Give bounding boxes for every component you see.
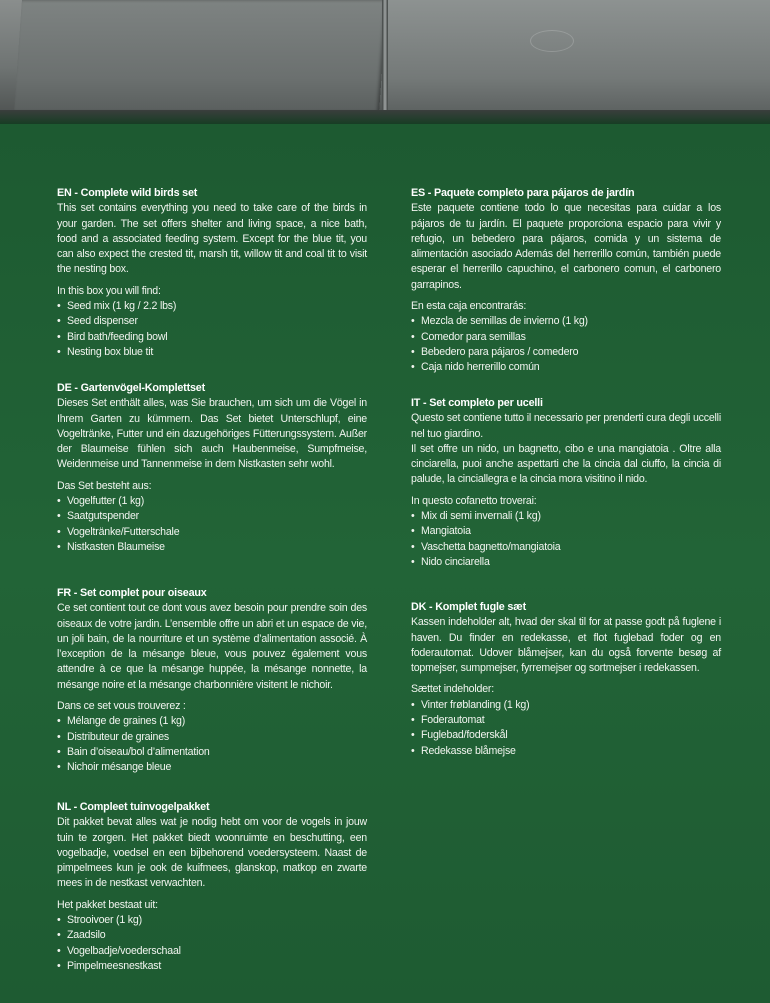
list-item: • Comedor para semillas: [411, 330, 721, 345]
section-es: [411, 186, 721, 376]
list-item: • Nido cinciarella: [411, 555, 721, 570]
section-title: EN - Complete wild birds set: [57, 187, 198, 199]
section-title: ES - Paquete completo para pájaros de jardín: [411, 187, 635, 199]
list-item: • Bain d’oiseau/bol d’alimentation: [57, 745, 367, 760]
section-nl: [57, 800, 367, 974]
list-item: • Foderautomat: [411, 713, 721, 728]
section-body-2: Il set offre un nido, un bagnetto, cibo e una mangiatoia . Oltre alla cinciarella, puoi anche aspettarti che la cincia dal ciuffo, la cincia di palude, la cinciallegra e la cincia mora visitino il nido.: [411, 442, 721, 486]
section-title: IT - Set completo per ucelli: [411, 397, 543, 409]
section-en: [57, 186, 367, 360]
contents-list: [57, 494, 367, 555]
section-body: Este paquete contiene todo lo que necesitas para cuidar a los pájaros de tu jardín. El paquete proporciona espacio para vivir y refugio, un bebedero para pájaros, comida y un sistema de alimentación asociado Además del herrerillo común, también puede esperar el herrerillo capuchino, el carbonero comun, el carbonero garrapinos.: [411, 202, 721, 291]
section-dk: [411, 600, 721, 759]
list-item: • Bird bath/feeding bowl: [57, 330, 367, 345]
section-it: [411, 396, 721, 570]
section-intro: In this box you will find:: [57, 284, 161, 297]
section-body: Questo set contiene tutto il necessario per prenderti cura degli uccelli nel tuo giardino.: [411, 412, 721, 440]
list-item: • Redekasse blåmejse: [411, 744, 721, 759]
list-item: • Vogelbadje/voederschaal: [57, 944, 367, 959]
list-item: • Nichoir mésange bleue: [57, 760, 367, 775]
section-fr: [57, 586, 367, 776]
list-item: • Vogeltränke/Futterschale: [57, 525, 367, 540]
embossed-stamp: [530, 30, 574, 52]
section-title: FR - Set complet pour oiseaux: [57, 587, 207, 599]
list-item: • Mix di semi invernali (1 kg): [411, 509, 721, 524]
section-title: DK - Komplet fugle sæt: [411, 601, 526, 613]
section-de: [57, 381, 367, 555]
section-title: NL - Compleet tuinvogelpakket: [57, 801, 210, 813]
section-intro: En esta caja encontrarás:: [411, 300, 527, 313]
contents-list: [411, 698, 721, 759]
list-item: • Seed mix (1 kg / 2.2 lbs): [57, 299, 367, 314]
list-item: • Strooivoer (1 kg): [57, 913, 367, 928]
section-intro: Das Set besteht aus:: [57, 479, 152, 492]
section-body: Kassen indeholder alt, hvad der skal til for at passe godt på fuglene i haven. Du finder en redekasse, et flot fuglebad foder og en foderautomat. Udover blåmejser, kan du også forvente besøg af topmejser, sumpmejser, fyrremejser og sortmejser i redekassen.: [411, 616, 721, 675]
section-body: Ce set contient tout ce dont vous avez besoin pour prendre soin des oiseaux de votre jardin. L’ensemble offre un abri et un espace de vie, un joli bain, de la nourriture et un système d’alimentation associé. À l’exception de la mésange bleue, vous pouvez également vous attendre à ce que la mésange huppée, la mésange nonnette, la mésange noire et la mésange charbonnière visitent le nichoir.: [57, 602, 367, 691]
section-title: DE - Gartenvögel-Komplettset: [57, 382, 205, 394]
list-item: • Saatgutspender: [57, 509, 367, 524]
left-flap: [14, 0, 387, 112]
green-side-panel: [0, 124, 770, 1003]
list-item: • Nesting box blue tit: [57, 345, 367, 360]
contents-list: [411, 314, 721, 375]
list-item: • Vinter frøblanding (1 kg): [411, 698, 721, 713]
list-item: • Pimpelmeesnestkast: [57, 959, 367, 974]
contents-list: [57, 299, 367, 360]
list-item: • Mélange de graines (1 kg): [57, 714, 367, 729]
list-item: • Bebedero para pájaros / comedero: [411, 345, 721, 360]
list-item: • Caja nido herrerillo común: [411, 360, 721, 375]
box-edge: [0, 110, 770, 124]
list-item: • Mangiatoia: [411, 524, 721, 539]
section-body: Dieses Set enthält alles, was Sie brauchen, um sich um die Vögel in Ihrem Garten zu kümmern. Das Set bietet Unterschlupf, eine Vogeltränke, Futter und ein dazugehöriges Fütterungssystem. Außer der Blaumeise fühlen sich auch Haubenmeise, Sumpfmeise, Weidenmeise und Tannenmeise in dem Nistkasten sehr wohl.: [57, 397, 367, 471]
list-item: • Distributeur de graines: [57, 730, 367, 745]
section-body: Dit pakket bevat alles wat je nodig hebt om voor de vogels in jouw tuin te zorgen. Het pakket biedt woonruimte en beschutting, een vogelbadje, voedsel en een bijbehorend voedersysteem. Naast de pimpelmees kun je ook de kuifmees, glanskop, matkop en zwarte mees in de nestkast verwachten.: [57, 816, 367, 890]
section-body: This set contains everything you need to take care of the birds in your garden. The set offers shelter and living space, a nice bath, food and a associated feeding system. Except for the blue tit, you can also expect the crested tit, marsh tit, willow tit and coal tit to visit the nesting box.: [57, 202, 367, 276]
list-item: • Seed dispenser: [57, 314, 367, 329]
list-item: • Zaadsilo: [57, 928, 367, 943]
right-flap: [388, 0, 770, 112]
flap-seam: [382, 0, 388, 118]
list-item: • Fuglebad/foderskål: [411, 728, 721, 743]
contents-list: [57, 714, 367, 775]
list-item: • Vogelfutter (1 kg): [57, 494, 367, 509]
contents-list: [57, 913, 367, 974]
contents-list: [411, 509, 721, 570]
section-intro: Dans ce set vous trouverez :: [57, 700, 186, 713]
section-intro: Het pakket bestaat uit:: [57, 898, 158, 911]
box-top-flaps: [0, 0, 770, 122]
section-intro: In questo cofanetto troverai:: [411, 494, 537, 507]
list-item: • Nistkasten Blaumeise: [57, 540, 367, 555]
list-item: • Mezcla de semillas de invierno (1 kg): [411, 314, 721, 329]
section-intro: Sættet indeholder:: [411, 683, 494, 696]
list-item: • Vaschetta bagnetto/mangiatoia: [411, 540, 721, 555]
